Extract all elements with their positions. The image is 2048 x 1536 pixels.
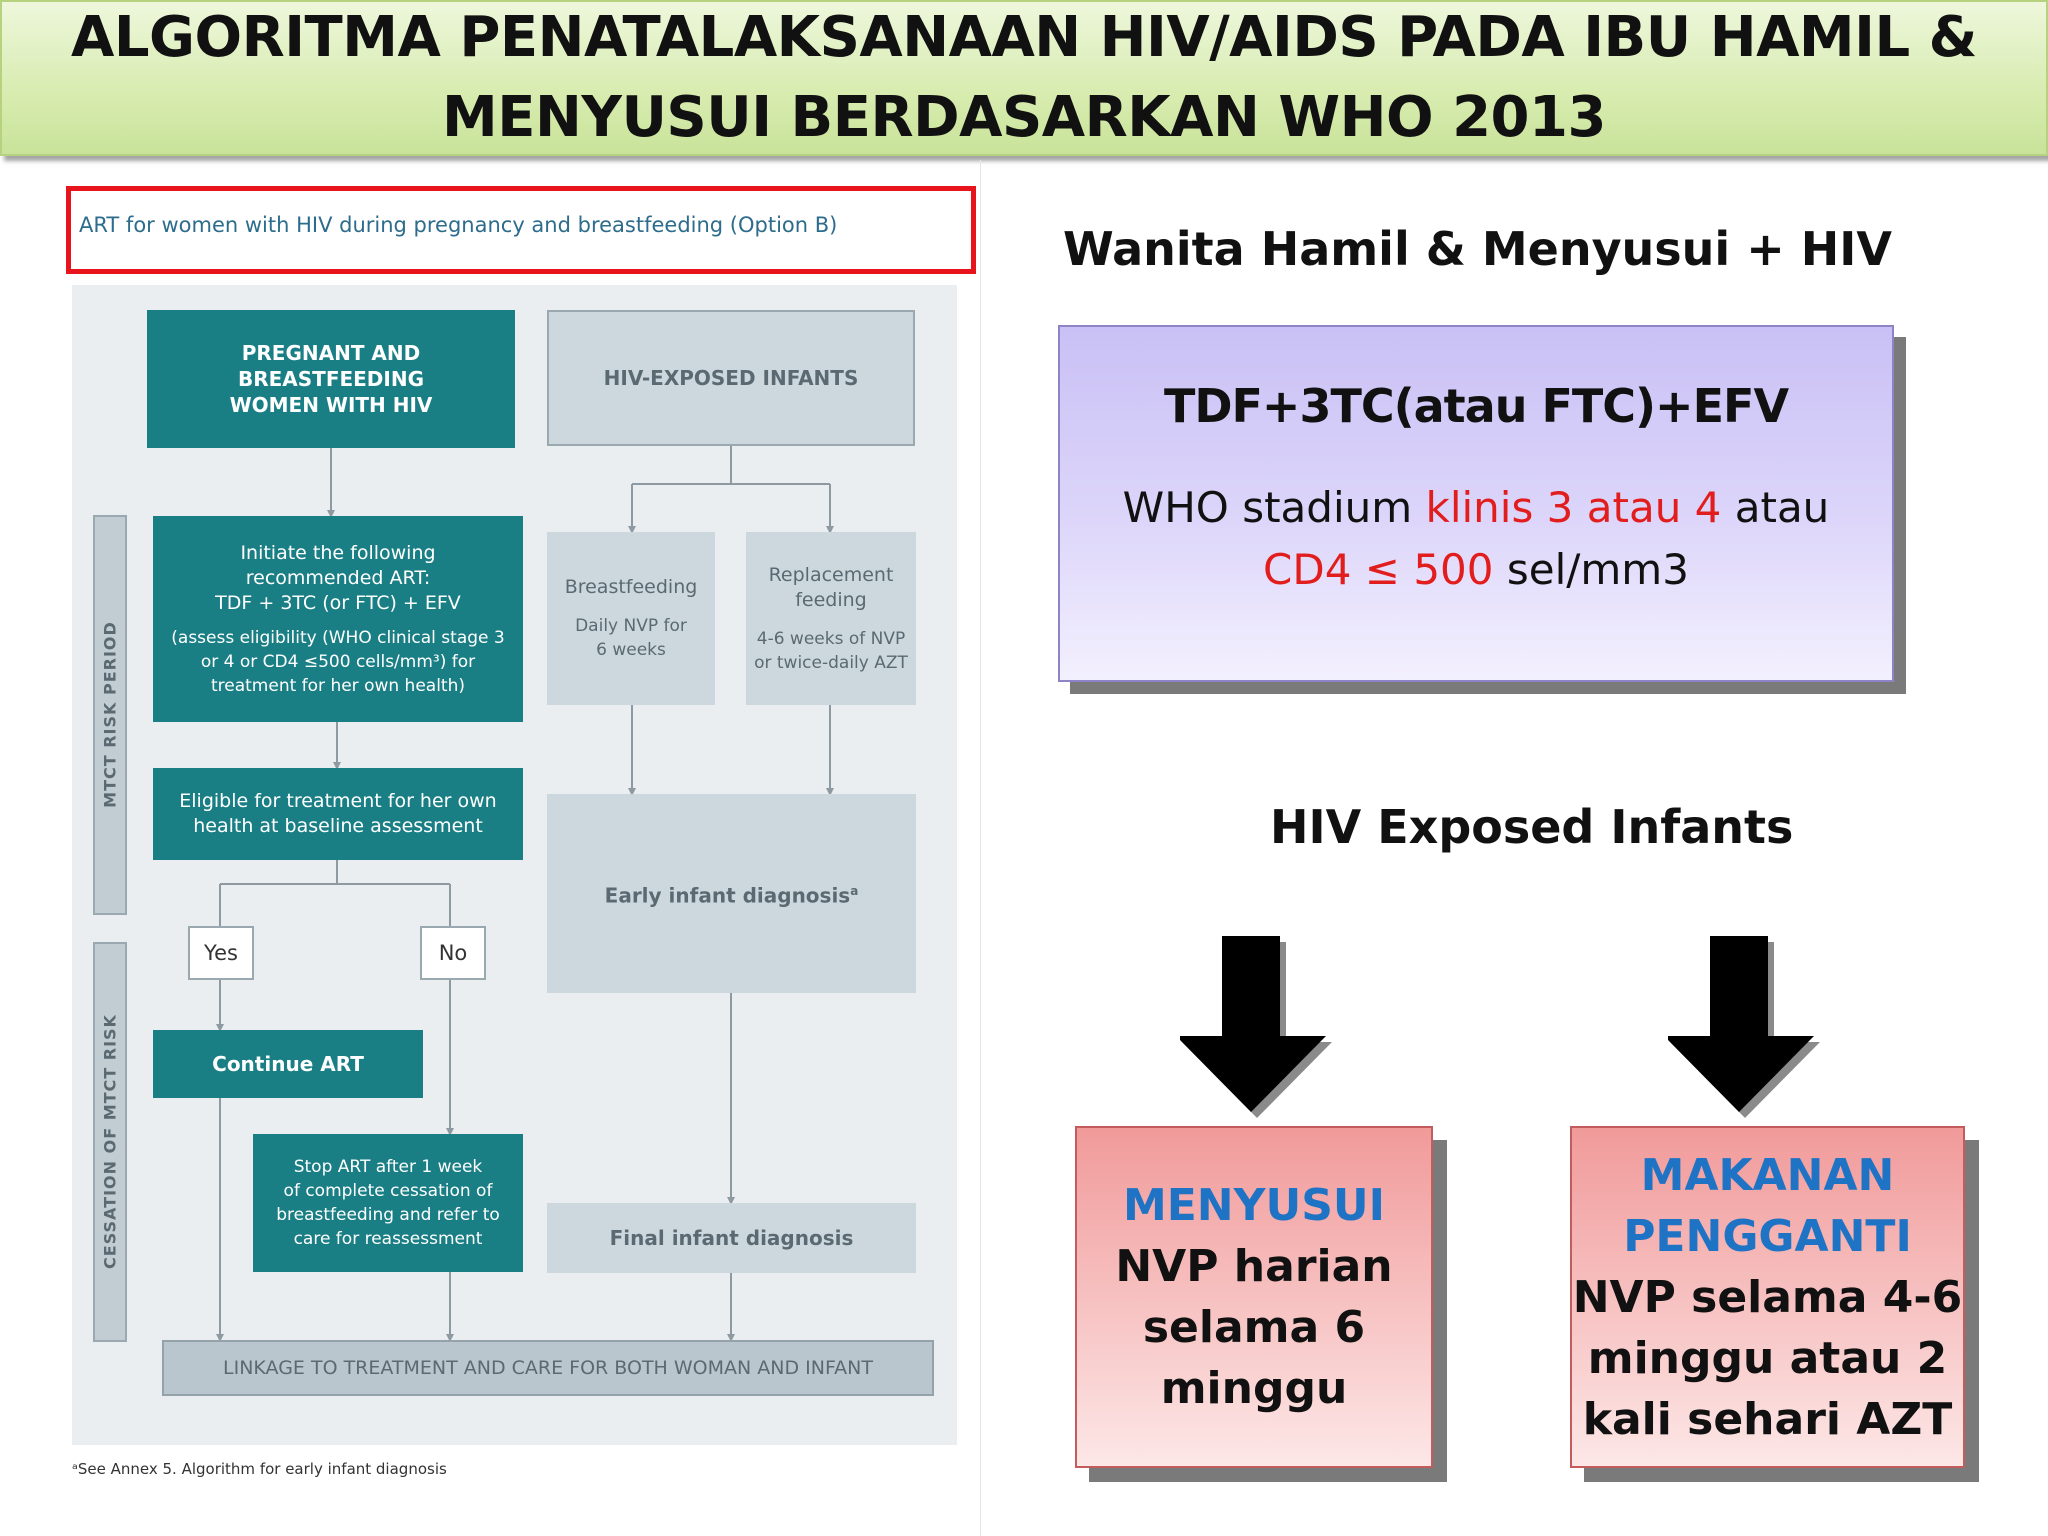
criteria-clinical-stage: klinis 3 atau 4	[1425, 483, 1722, 532]
criteria-unit: sel/mm3	[1493, 545, 1689, 594]
title-line-2: MENYUSUI BERDASARKAN WHO 2013	[442, 85, 1606, 150]
women-hiv-heading: Wanita Hamil & Menyusui + HIV	[1063, 222, 1892, 276]
early-infant-diagnosis-box	[547, 794, 916, 993]
initiate-line-5: or 4 or CD4 ≤500 cells/mm³) for	[200, 651, 476, 672]
side-label-mtct-risk-period: MTCT RISK PERIOD	[100, 621, 120, 808]
infants-box-label: HIV-EXPOSED INFANTS	[603, 366, 859, 390]
initiate-line-6: treatment for her own health)	[210, 675, 466, 696]
replacement-line-2: or twice-daily AZT	[754, 652, 908, 673]
regimen-text: TDF+3TC(atau FTC)+EFV	[1163, 379, 1789, 433]
linkage-to-care-box	[162, 1340, 934, 1396]
no-label: No	[420, 926, 486, 980]
menyusui-line-1: NVP harian	[1115, 1241, 1393, 1292]
stop-line-2: of complete cessation of	[283, 1181, 493, 1201]
breastfeeding-infant-box	[1075, 1126, 1433, 1468]
eid-label	[605, 878, 859, 909]
down-arrow-right-icon	[1668, 930, 1838, 1120]
side-label-cessation: CESSATION OF MTCT RISK	[100, 1014, 120, 1269]
hiv-exposed-infants-heading: HIV Exposed Infants	[1270, 800, 1794, 854]
makanan-title-2: PENGGANTI	[1623, 1210, 1912, 1262]
eligible-for-treatment-box	[153, 768, 523, 860]
pregnant-breastfeeding-women-box	[147, 310, 515, 448]
stop-line-3: breastfeeding and refer to	[276, 1205, 500, 1225]
down-arrow-left-icon	[1180, 930, 1350, 1120]
makanan-title-1: MAKANAN	[1640, 1149, 1895, 1201]
continue-art-label: Continue ART	[212, 1052, 364, 1076]
initiate-regimen: TDF + 3TC (or FTC) + EFV	[215, 591, 461, 614]
criteria-line-2	[1060, 539, 1892, 601]
final-infant-diagnosis-box	[547, 1203, 916, 1273]
replacement-feeding-box	[746, 532, 916, 705]
connector-eligible-split	[220, 860, 450, 926]
menyusui-line-2: selama 6	[1142, 1302, 1366, 1353]
stop-line-4: care for reassessment	[293, 1229, 483, 1249]
menyusui-title: MENYUSUI	[1122, 1180, 1386, 1231]
initiate-line-2: recommended ART:	[245, 566, 431, 589]
eligible-line-2: health at baseline assessment	[193, 815, 483, 837]
breastfeeding-line-2: 6 weeks	[596, 640, 666, 660]
flowchart-caption: ART for women with HIV during pregnancy and breastfeeding (Option B)	[79, 213, 838, 237]
breastfeeding-line-1: Daily NVP for	[575, 616, 687, 636]
breastfeeding-title: Breastfeeding	[564, 576, 698, 598]
criteria-line-1	[1060, 477, 1892, 539]
criteria-or: atau	[1721, 483, 1830, 532]
panel-divider	[980, 160, 981, 1536]
women-box-line-2: WOMEN WITH HIV	[229, 393, 433, 417]
art-regimen-box	[1058, 325, 1894, 682]
connector-infants-split	[632, 446, 830, 484]
makanan-line-1: NVP selama 4-6	[1572, 1271, 1963, 1323]
eid-footnote-marker: a	[850, 884, 859, 899]
flowchart-footnote: ᵃSee Annex 5. Algorithm for early infant diagnosis	[72, 1460, 447, 1478]
replacement-title-2: feeding	[795, 588, 867, 611]
title-line-1: ALGORITMA PENATALAKSANAAN HIV/AIDS PADA IBU HAMIL &	[71, 5, 1977, 70]
stop-art-box	[253, 1134, 523, 1272]
eid-text: Early infant diagnosis	[604, 883, 851, 908]
final-diagnosis-label: Final infant diagnosis	[609, 1226, 854, 1250]
continue-art-box	[153, 1030, 423, 1098]
criteria-cd4: CD4 ≤ 500	[1263, 545, 1494, 594]
menyusui-line-3: minggu	[1160, 1363, 1348, 1414]
breastfeeding-box	[547, 532, 715, 705]
initiate-line-4: (assess eligibility (WHO clinical stage 3	[171, 627, 505, 648]
initiate-art-box	[153, 516, 523, 722]
replacement-feeding-infant-box	[1570, 1126, 1965, 1468]
criteria-who-stage: WHO stadium	[1122, 483, 1426, 532]
replacement-line-1: 4-6 weeks of NVP	[756, 628, 906, 649]
yes-label: Yes	[188, 926, 254, 980]
linkage-label: LINKAGE TO TREATMENT AND CARE FOR BOTH WOMAN AND INFANT	[223, 1356, 873, 1379]
replacement-title-1: Replacement	[768, 563, 894, 586]
hiv-exposed-infants-box	[547, 310, 915, 446]
initiate-line-1: Initiate the following	[240, 541, 436, 564]
makanan-line-2: minggu atau 2	[1587, 1332, 1948, 1384]
stop-line-1: Stop ART after 1 week	[293, 1157, 483, 1177]
eligible-line-1: Eligible for treatment for her own	[179, 790, 497, 812]
makanan-line-3: kali sehari AZT	[1582, 1393, 1953, 1445]
women-box-line-1: PREGNANT AND BREASTFEEDING	[237, 341, 424, 391]
